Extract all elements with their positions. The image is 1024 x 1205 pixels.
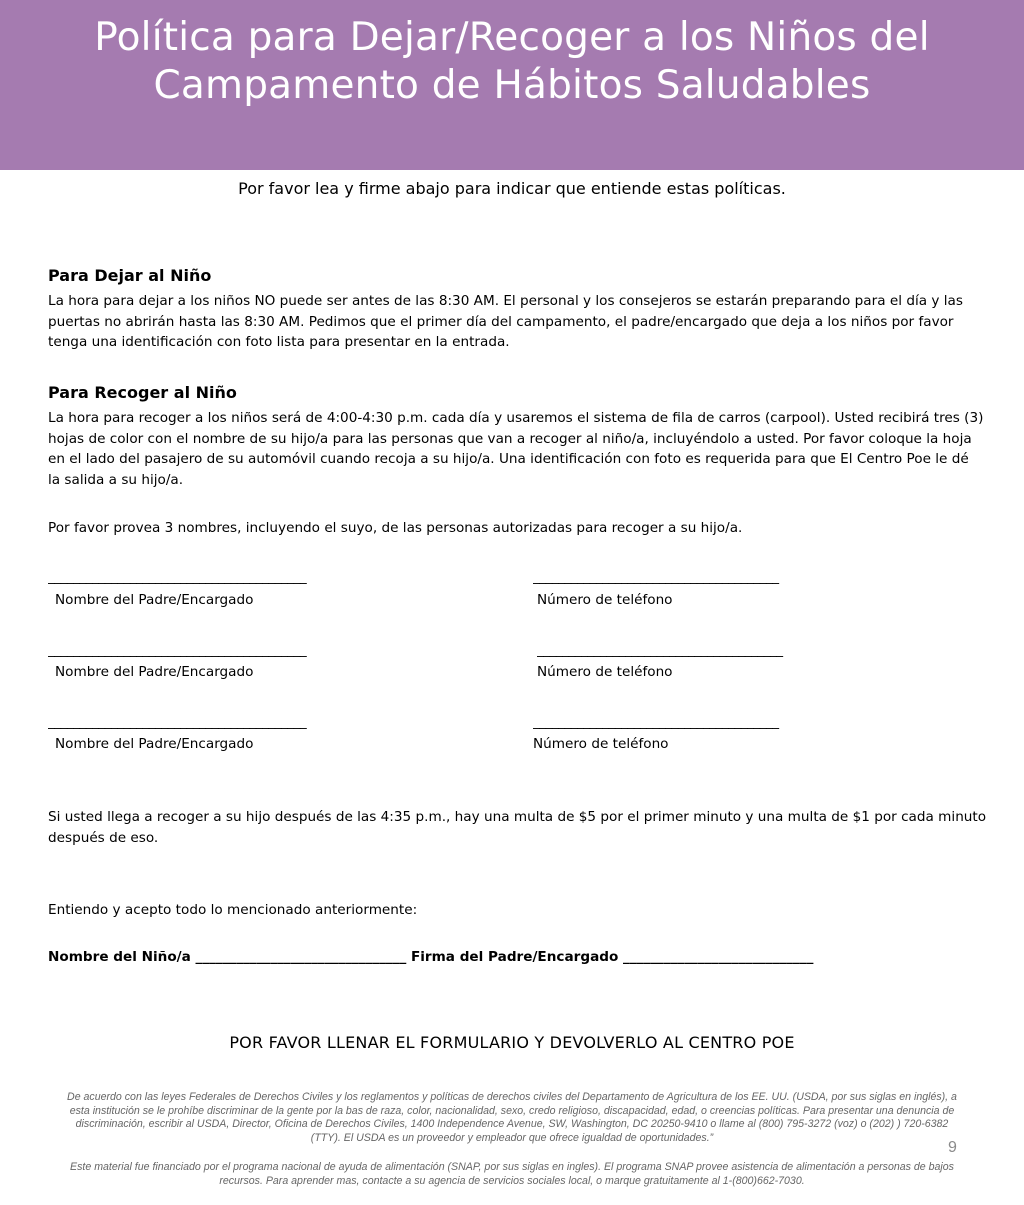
authorized-phone-label-3: Número de teléfono [533, 736, 669, 752]
page-title-line-2: Campamento de Hábitos Saludables [153, 63, 871, 108]
authorized-name-field-2[interactable]: _________________________________________ [48, 642, 307, 658]
parent-signature-label: Firma del Padre/Encargado [410, 949, 619, 965]
title-banner [0, 0, 1024, 170]
drop-off-line-2: puertas no abrirán hasta las 8:30 AM. Pedimos que el primer día del campamento, el padre/encargado que deja a los niños por favor [48, 313, 954, 330]
authorized-name-label-2: Nombre del Padre/Encargado [55, 664, 254, 680]
authorized-phone-label-1: Número de teléfono [537, 592, 673, 608]
authorized-prompt: Por favor provea 3 nombres, incluyendo el suyo, de las personas autorizadas para recoger a su hijo/a. [48, 520, 743, 536]
late-fee-line-1: Si usted llega a recoger a su hijo después de las 4:35 p.m., hay una multa de $5 por el primer minuto y una multa de $1 por cada minuto [48, 809, 987, 825]
page-title-line-1: Política para Dejar/Recoger a los Niños del [94, 15, 930, 60]
authorized-phone-field-3[interactable]: _______________________________________ [533, 714, 779, 730]
drop-off-heading: Para Dejar al Niño [48, 266, 212, 285]
acceptance-statement: Entiendo y acepto todo lo mencionado anteriormente: [48, 902, 418, 918]
authorized-name-label-1: Nombre del Padre/Encargado [55, 592, 254, 608]
authorized-name-label-3: Nombre del Padre/Encargado [55, 736, 254, 752]
drop-off-paragraph [48, 291, 988, 353]
drop-off-line-3: tenga una identificación con foto lista para presentar en la entrada. [48, 334, 510, 350]
intro-instruction: Por favor lea y firme abajo para indicar que entiende estas políticas. [238, 179, 786, 198]
return-form-note: POR FAVOR LLENAR EL FORMULARIO Y DEVOLVERLO AL CENTRO POE [229, 1033, 795, 1052]
authorized-name-field-3[interactable]: _________________________________________ [48, 714, 307, 730]
authorized-phone-field-1[interactable]: _______________________________________ [533, 569, 779, 585]
pick-up-paragraph [48, 408, 988, 490]
parent-signature-field[interactable]: ____________________________ [623, 949, 814, 965]
nondiscrimination-line-4: (TTY). El USDA es un proveedor y empleador que ofrece igualdad de oportunidades.” [310, 1131, 714, 1144]
nondiscrimination-line-2: esta institución se le prohíbe discriminar de la gente por la bas de raza, color, nacionalidad, sexo, credo religioso, discapacidad, edad, o creencias políticas. Para presentar una denuncia de [69, 1104, 955, 1117]
pick-up-line-1: La hora para recoger a los niños será de 4:00-4:30 p.m. cada día y usaremos el sistema de fila de carros (carpool). Usted recibirá tres (3) [48, 410, 984, 426]
signature-row [48, 947, 813, 967]
drop-off-line-1: La hora para dejar a los niños NO puede ser antes de las 8:30 AM. El personal y los consejeros se estarán preparando para el día y las [48, 293, 963, 309]
page-number: 9 [948, 1139, 957, 1156]
pick-up-line-3: en el lado del pasajero de su automóvil cuando recoja a su hijo/a. Una identificación con foto es requerida para que El Centro Poe le dé [48, 451, 969, 467]
pick-up-line-4: la salida a su hijo/a. [48, 471, 184, 488]
nondiscrimination-line-1: De acuerdo con las leyes Federales de Derechos Civiles y los reglamentos y políticas de derechos civiles del Departamento de Agricultura de los EE. UU. (USDA, por sus siglas en inglés), a [67, 1091, 957, 1103]
nondiscrimination-line-3: discriminación, escribir al USDA, Director, Oficina de Derechos Civiles, 1400 Independence Avenue, SW, Washington, DC 20250-9410 o llame al (800) 795-3272 (voz) o (202) ) 720-6382 [75, 1118, 949, 1131]
authorized-phone-field-2[interactable]: _______________________________________ [537, 642, 783, 658]
pick-up-heading: Para Recoger al Niño [48, 383, 237, 402]
pick-up-line-2: hojas de color con el nombre de su hijo/a para las personas que van a recoger al niño/a, incluyéndolo a usted. Por favor coloque la hoja [48, 430, 972, 447]
child-name-label: Nombre del Niño/a [48, 949, 191, 965]
late-fee-paragraph [48, 807, 988, 848]
authorized-phone-label-2: Número de teléfono [537, 664, 673, 680]
late-fee-line-2: después de eso. [48, 829, 159, 846]
funding-line-1: Este material fue financiado por el programa nacional de ayuda de alimentación (SNAP, por sus siglas en ingles). El programa SNAP provee asistencia de alimentación a personas de bajos [70, 1161, 954, 1173]
authorized-name-field-1[interactable]: _________________________________________ [48, 569, 307, 585]
funding-statement [16, 1161, 1008, 1188]
child-name-field[interactable]: _______________________________ [195, 949, 407, 965]
funding-line-2: recursos. Para aprender mas, contacte a su agencia de servicios sociales local, o marque gratuitamente al 1-(800)662-7030. [219, 1174, 805, 1187]
nondiscrimination-statement [16, 1091, 1008, 1145]
